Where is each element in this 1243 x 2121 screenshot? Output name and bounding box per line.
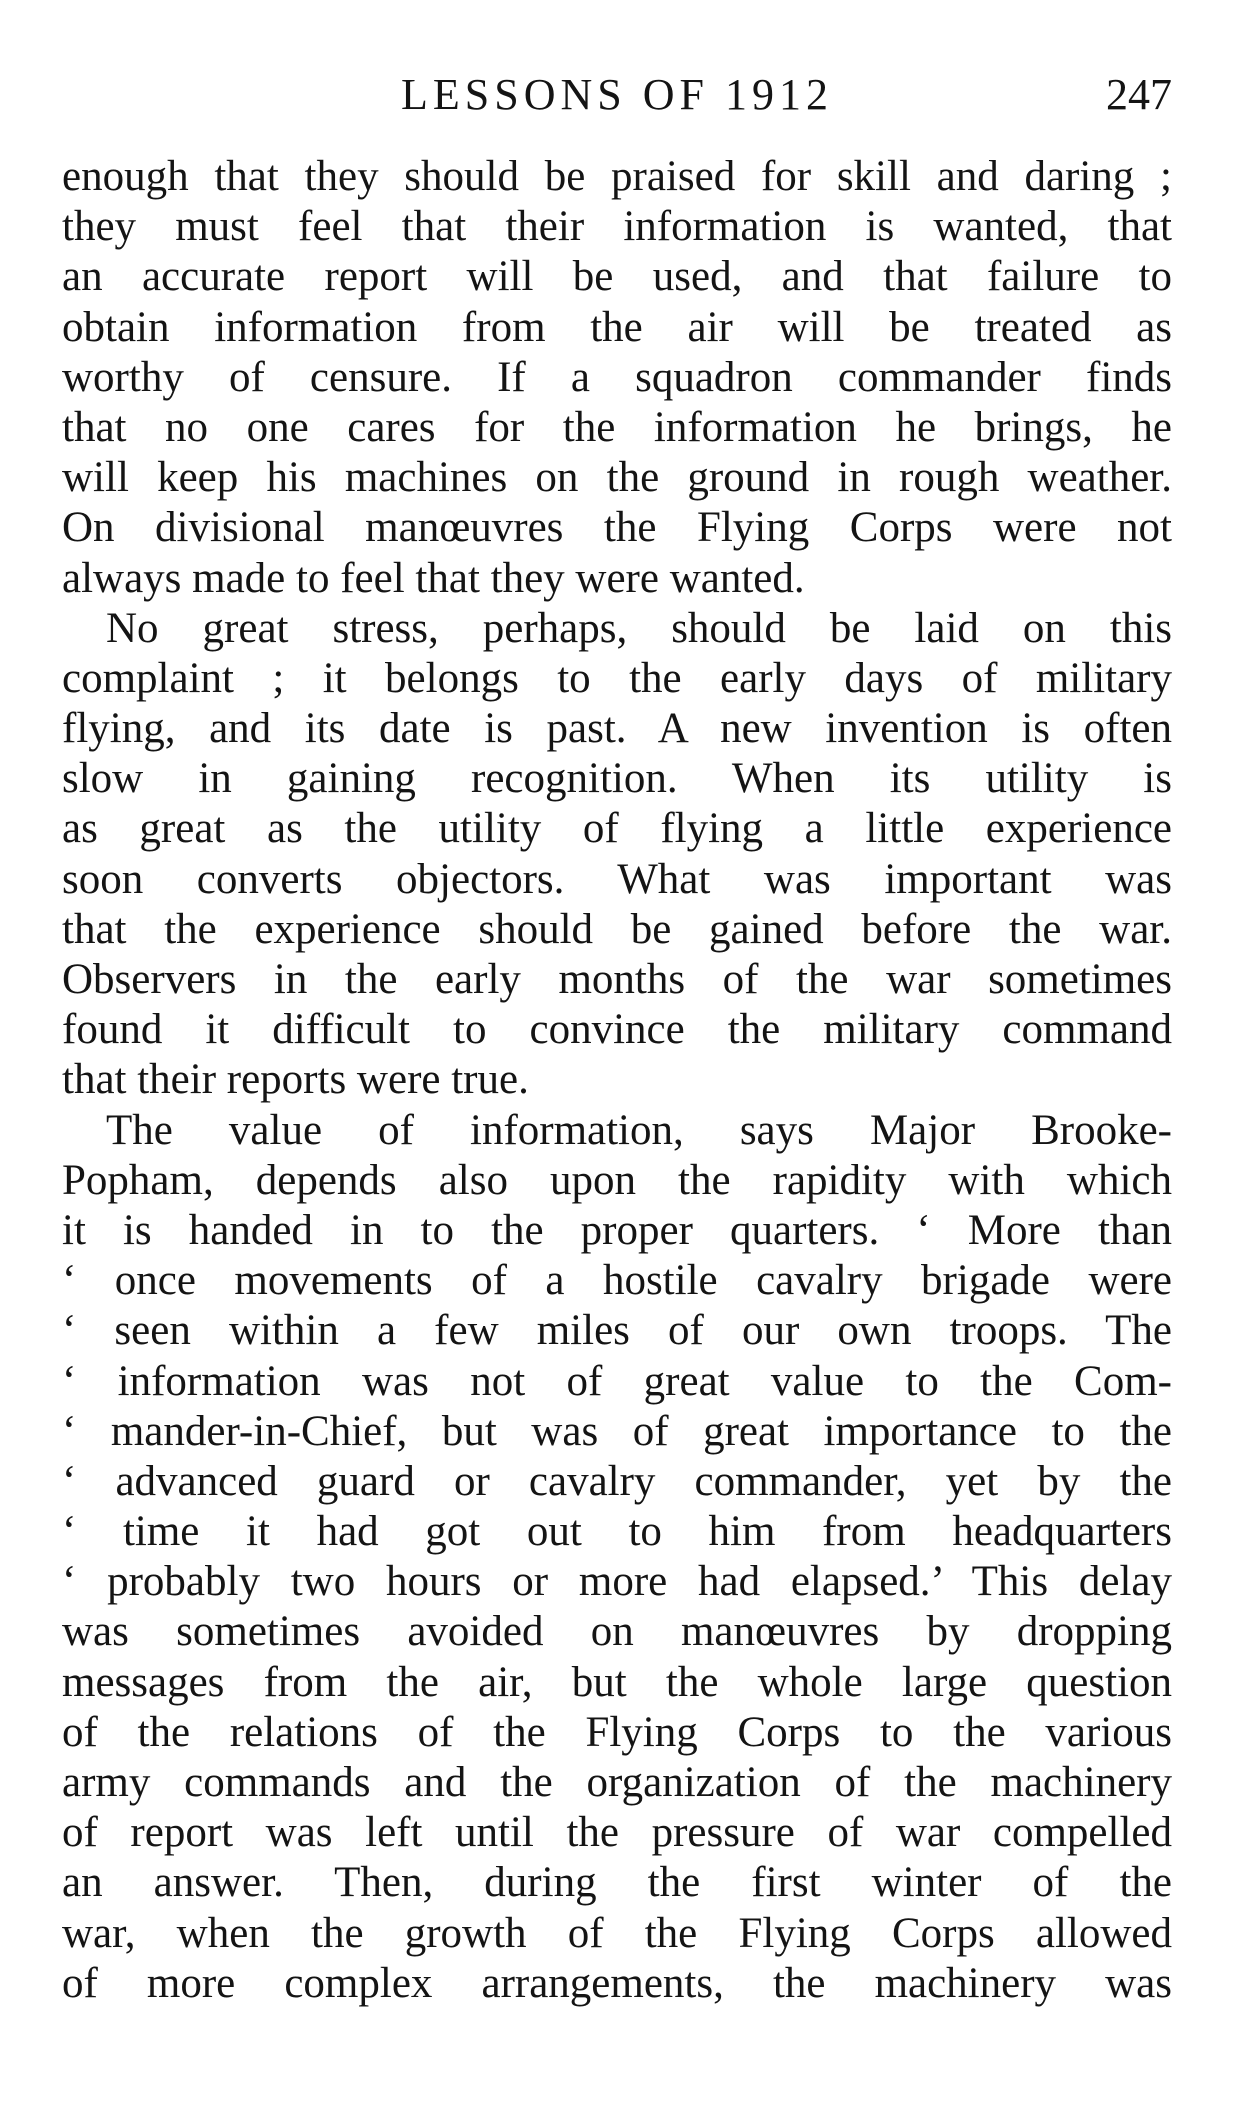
text-line: The value of information, says Major Brooke- bbox=[106, 1106, 1172, 1154]
text-line: ‘ mander-in-Chief, but was of great importance to the bbox=[62, 1407, 1172, 1455]
text-line: of report was left until the pressure of war compelled bbox=[62, 1809, 1172, 1857]
text-line: slow in gaining recognition. When its utility is bbox=[62, 755, 1172, 803]
text-line: that no one cares for the information he brings, he bbox=[62, 403, 1172, 451]
text-line: found it difficult to convince the military command bbox=[62, 1006, 1172, 1054]
text-line: army commands and the organization of the machinery bbox=[62, 1759, 1172, 1806]
text-line: of more complex arrangements, the machinery was bbox=[62, 1959, 1172, 2007]
text-line: enough that they should be praised for skill and daring ; bbox=[62, 153, 1172, 200]
text-line: ‘ advanced guard or cavalry commander, yet by the bbox=[62, 1457, 1172, 1505]
text-line: Popham, depends also upon the rapidity with which bbox=[62, 1156, 1172, 1204]
text-line: Observers in the early months of the war sometimes bbox=[62, 956, 1172, 1003]
text-line: ‘ seen within a few miles of our own troops. The bbox=[62, 1307, 1172, 1355]
text-line: of the relations of the Flying Corps to the various bbox=[62, 1708, 1172, 1756]
text-line: flying, and its date is past. A new invention is often bbox=[62, 705, 1172, 753]
text-line: obtain information from the air will be treated as bbox=[62, 303, 1172, 351]
text-line: soon converts objectors. What was important was bbox=[62, 855, 1172, 903]
running-title: LESSONS OF 1912 bbox=[401, 70, 833, 119]
text-line: an answer. Then, during the first winter of the bbox=[62, 1859, 1172, 1907]
text-line: ‘ information was not of great value to the Com- bbox=[62, 1357, 1172, 1405]
text-line: was sometimes avoided on manœuvres by dropping bbox=[62, 1608, 1172, 1656]
text-line: On divisional manœuvres the Flying Corps were not bbox=[62, 504, 1172, 552]
text-line: as great as the utility of flying a little experience bbox=[62, 805, 1172, 853]
text-line: that their reports were true. bbox=[62, 1056, 529, 1104]
text-line: war, when the growth of the Flying Corps allowed bbox=[62, 1909, 1172, 1957]
text-line: messages from the air, but the whole large question bbox=[62, 1658, 1172, 1706]
running-head bbox=[62, 60, 1172, 130]
text-line: ‘ once movements of a hostile cavalry brigade were bbox=[62, 1257, 1172, 1305]
text-line: an accurate report will be used, and that failure to bbox=[62, 253, 1172, 301]
page-number: 247 bbox=[1106, 70, 1172, 119]
text-line: it is handed in to the proper quarters. ‘ More than bbox=[62, 1206, 1172, 1254]
text-line: always made to feel that they were wanted. bbox=[62, 554, 805, 602]
text-line: complaint ; it belongs to the early days of military bbox=[62, 654, 1172, 702]
body-text bbox=[62, 152, 1172, 2009]
text-line: ‘ probably two hours or more had elapsed.’ This delay bbox=[62, 1558, 1172, 1606]
text-line: will keep his machines on the ground in rough weather. bbox=[62, 454, 1172, 502]
text-line: No great stress, perhaps, should be laid on this bbox=[106, 604, 1172, 652]
text-line: they must feel that their information is wanted, that bbox=[62, 203, 1172, 251]
text-line: worthy of censure. If a squadron commander finds bbox=[62, 353, 1172, 401]
text-line: ‘ time it had got out to him from headquarters bbox=[62, 1508, 1172, 1556]
text-line: that the experience should be gained before the war. bbox=[62, 905, 1172, 953]
